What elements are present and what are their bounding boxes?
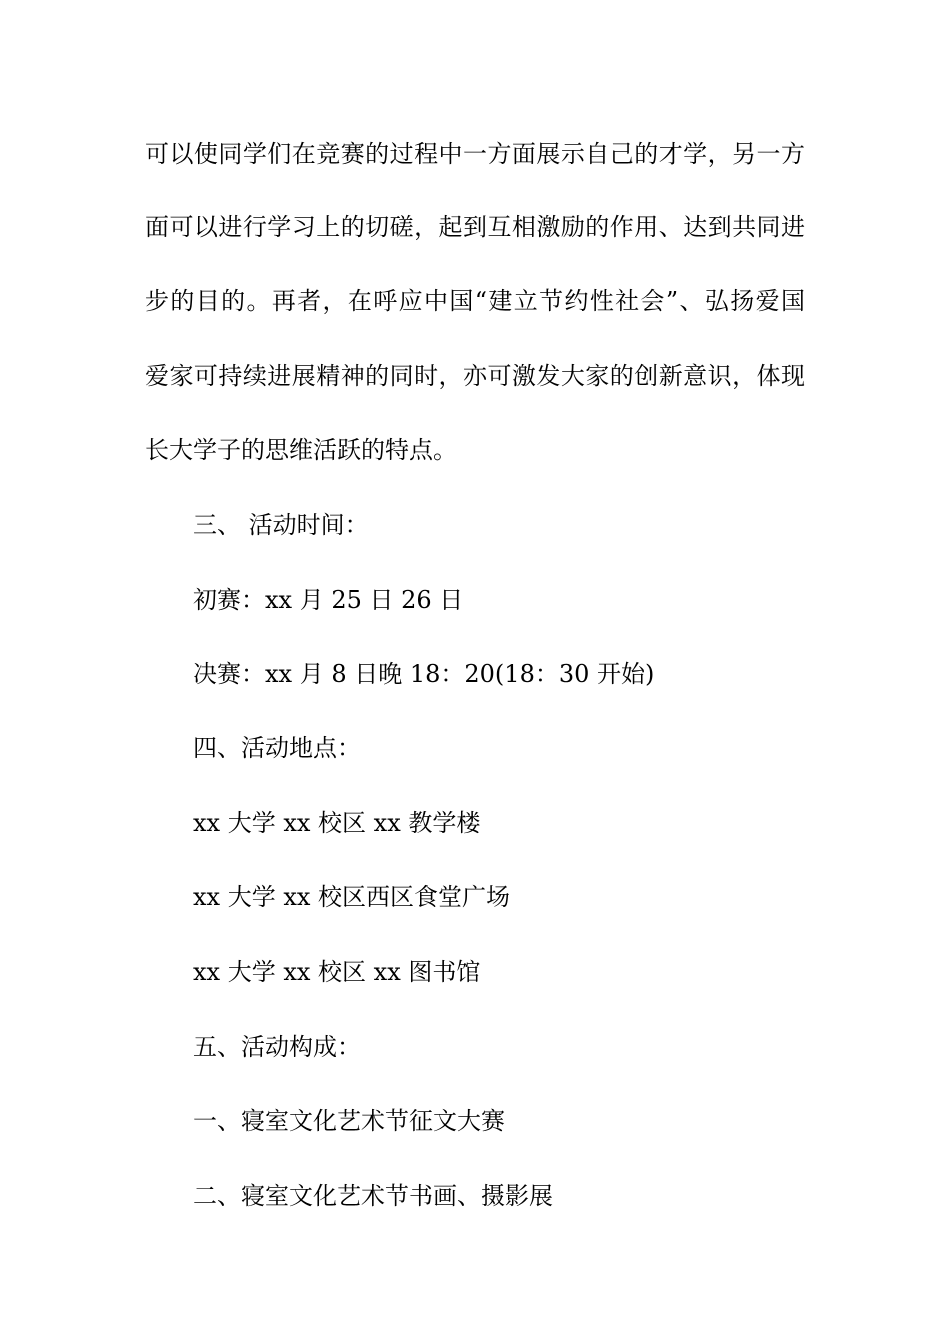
component-item: 一、寝室文化艺术节征文大赛 xyxy=(193,1107,505,1135)
section-four-heading: 四、活动地点： xyxy=(193,734,361,762)
location-item: xx 大学 xx 校区 xx 图书馆 xyxy=(193,958,481,986)
paragraph-line-2: 面可以进行学习上的切磋，起到互相激励的作用、达到共同进 xyxy=(145,213,805,241)
final-time: 决赛：xx 月 8 日晚 18：20(18：30 开始) xyxy=(193,660,655,688)
paragraph-line-5: 长大学子的思维活跃的特点。 xyxy=(145,436,457,464)
section-three-heading: 三、 活动时间： xyxy=(193,511,369,539)
component-item: 二、寝室文化艺术节书画、摄影展 xyxy=(193,1182,553,1210)
section-five-heading: 五、活动构成： xyxy=(193,1033,361,1061)
location-item: xx 大学 xx 校区西区食堂广场 xyxy=(193,883,511,911)
paragraph-line-1: 可以使同学们在竞赛的过程中一方面展示自己的才学，另一方 xyxy=(145,140,805,168)
paragraph-line-4: 爱家可持续进展精神的同时，亦可激发大家的创新意识，体现 xyxy=(145,362,805,390)
preliminary-time: 初赛：xx 月 25 日 26 日 xyxy=(193,586,464,614)
location-item: xx 大学 xx 校区 xx 教学楼 xyxy=(193,809,481,837)
paragraph-line-3: 步的目的。再者，在呼应中国“建立节约性社会”、弘扬爱国 xyxy=(145,287,805,315)
